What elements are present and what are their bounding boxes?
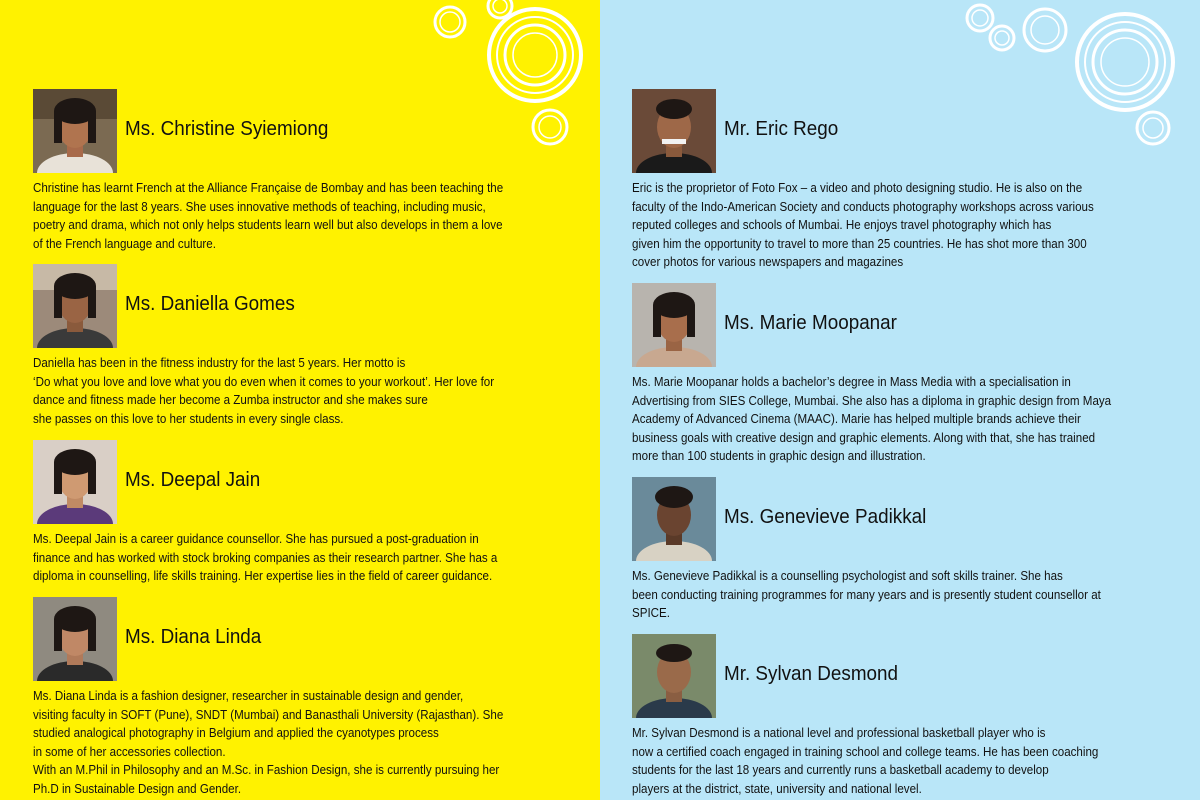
profile-photo — [632, 634, 716, 718]
profile-name: Mr. Sylvan Desmond — [724, 662, 898, 685]
profile-photo — [33, 440, 117, 524]
profile-photo — [632, 477, 716, 561]
circles-decoration-left — [420, 0, 600, 160]
profile-photo — [632, 89, 716, 173]
circles-decoration-right — [950, 0, 1200, 160]
profile-name: Ms. Genevieve Padikkal — [724, 505, 927, 528]
profile-bio: Ms. Genevieve Padikkal is a counselling psychologist and soft skills trainer. She has been conducting training programmes for many years and is presently student counsellor at SPICE. — [632, 569, 1101, 621]
profile-photo — [33, 264, 117, 348]
right-panel — [600, 0, 1200, 800]
profile-bio: Daniella has been in the fitness industry for the last 5 years. Her motto is ‘Do what you love and love what you do even when it comes to your workout’. Her love for dance and fitness made her become a Zumba instructor and she makes sure she passes on this love to her students in every single class. — [33, 356, 495, 426]
profile-photo — [33, 597, 117, 681]
profile-name: Ms. Diana Linda — [125, 625, 262, 648]
profile-name: Ms. Marie Moopanar — [724, 311, 897, 334]
profile-name: Ms. Daniella Gomes — [125, 292, 295, 315]
profile-bio: Mr. Sylvan Desmond is a national level and professional basketball player who is now a certified coach engaged in training school and college teams. He has been coaching students for the last 18 years and currently runs a basketball academy to develop players at the district, state, university and national level. — [632, 726, 1099, 796]
profile-photo — [33, 89, 117, 173]
profile-bio: Christine has learnt French at the Alliance Française de Bombay and has been teaching the language for the last 8 years. She uses innovative methods of teaching, including music, poetry and drama, which not only helps students learn well but also develops in them a love of the French language and culture. — [33, 181, 504, 251]
profile-bio: Eric is the proprietor of Foto Fox – a video and photo designing studio. He is also on the faculty of the Indo-American Society and conducts photography workshops across various reputed colleges and schools of Mumbai. He enjoys travel photography which has given him the opportunity to travel to more than 25 countries. He has shot more than 300 cover photos for various newspapers and magazines — [632, 181, 1094, 270]
profile-name: Ms. Deepal Jain — [125, 468, 261, 491]
profile-name: Ms. Christine Syiemiong — [125, 117, 329, 140]
profile-bio: Ms. Deepal Jain is a career guidance counsellor. She has pursued a post-graduation in finance and has worked with stock broking companies as their research partner. She has a diploma in counselling, life skills training. Her expertise lies in the field of career guidance. — [33, 532, 498, 584]
profile-bio: Ms. Diana Linda is a fashion designer, researcher in sustainable design and gender, visiting faculty in SOFT (Pune), SNDT (Mumbai) and Banasthali University (Rajasthan). She studied analogical photography in Belgium and applied the cyanotypes process in some of her accessories collection. With an M.Phil in Philosophy and an M.Sc. in Fashion Design, she is currently pursuing her Ph.D in Sustainable Design and Gender. — [33, 689, 504, 796]
profile-name: Mr. Eric Rego — [724, 117, 839, 140]
profile-photo — [632, 283, 716, 367]
profile-bio: Ms. Marie Moopanar holds a bachelor’s degree in Mass Media with a specialisation in Advertising from SIES College, Mumbai. She also has a diploma in graphic design from Maya Academy of Advanced Cinema (MAAC). Marie has helped multiple brands achieve their business goals with creative design and graphic elements. Along with that, she has trained more than 100 students in graphic design and illustration. — [632, 375, 1112, 464]
